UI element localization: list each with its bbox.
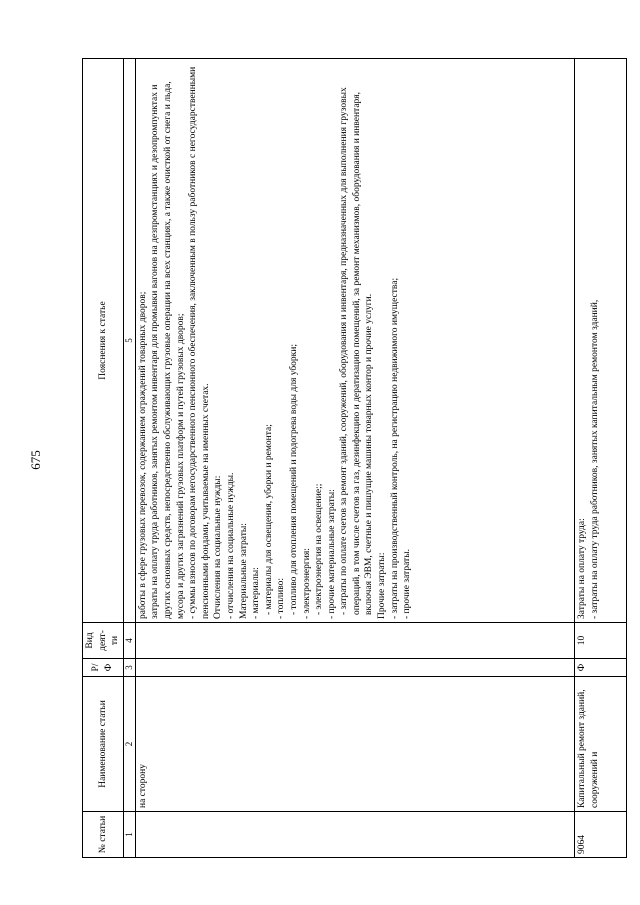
explanation-line: Материальные затраты: xyxy=(238,523,249,619)
column-number-row xyxy=(123,59,135,858)
column-number: 3 xyxy=(123,659,135,677)
explanation-line: - электроэнергия на освещение;; xyxy=(314,483,325,615)
explanation-line: - материалы для освещения, уборки и ремонта; xyxy=(263,424,274,615)
column-number: 4 xyxy=(123,623,135,659)
item-explanation xyxy=(575,59,627,623)
header-rf: Р/ Ф xyxy=(83,659,124,677)
column-number: 5 xyxy=(123,59,135,623)
explanation-line: - прочие затраты. xyxy=(402,549,413,619)
explanation-line: - топливо: xyxy=(276,577,287,619)
header-item-name: Наименование статьи xyxy=(83,677,124,812)
item-activity xyxy=(135,623,574,659)
explanation-line: - затраты по оплате счетов за ремонт зданий, сооружений, оборудования и инвентаря, предназначенных для выполнения грузовых операций, в том числе счетов за газ, дезинфекцию и дератизацию помещений, за ремонт механизмов, оборудования и инвентаря, включая ЭВМ, счетные и пишущие машины товарных контор и прочие услуги. xyxy=(339,87,375,615)
item-name: на сторону xyxy=(135,677,574,812)
item-code xyxy=(135,812,574,858)
header-activity-type: Вид деят-ти xyxy=(83,623,124,659)
header-explanation: Пояснения к статье xyxy=(83,59,124,623)
explanation-line: - прочие материальные затраты: xyxy=(326,489,337,619)
item-code: 9064 xyxy=(575,812,627,858)
explanation-line: Прочие затраты: xyxy=(377,552,388,619)
item-rf: Ф xyxy=(575,659,627,677)
table-row xyxy=(575,59,627,858)
column-number: 2 xyxy=(123,677,135,812)
item-explanation xyxy=(135,59,574,623)
header-item-number: № статьи xyxy=(83,812,124,858)
explanation-line: - материалы: xyxy=(251,567,262,619)
page-number: 675 xyxy=(28,450,43,470)
explanation-line: затраты на оплату труда работников, занятых ремонтом инвентаря для промывки вагонов на дезпромстанциях и дезопромпунктах и других основных средств, непосредственно обслуживающих грузовые операции на всех станциях, а также очисткой от снега и льда, мусора и других загрязнений грузовых платформ и путей грузовых дворов; xyxy=(150,81,186,619)
explanation-line: - затраты на производственный контроль, на регистрацию недвижимого имущества; xyxy=(389,277,400,619)
item-activity: 10 xyxy=(575,623,627,659)
explanation-line: работы в сфере грузовых перевозок, содержанием ограждений товарных дворов; xyxy=(137,291,148,619)
explanation-line: Отчисления на социальные нужды: xyxy=(213,475,224,619)
explanation-line: - суммы взносов по договорам негосударственного пенсионного обеспечения, заключенным в пользу работников с негосударственными пенсионными фондами, учитываемые на именных счетах. xyxy=(188,66,211,619)
explanation-line: - затраты на оплату труда работников, занятых капитальным ремонтом зданий, xyxy=(589,299,600,619)
column-number: 1 xyxy=(123,812,135,858)
table-row xyxy=(135,59,574,858)
explanation-line: - электроэнергия: xyxy=(301,548,312,619)
table-header-row xyxy=(83,59,124,858)
explanation-line: - отчисления на социальные нужды. xyxy=(225,472,236,619)
explanation-line: Затраты на оплату труда: xyxy=(577,518,587,619)
rotated-page xyxy=(82,58,627,858)
explanation-line: - топливо для отопления помещений и подогрева воды для уборки; xyxy=(288,343,299,615)
item-rf xyxy=(135,659,574,677)
cost-items-table xyxy=(82,58,627,858)
item-name: Капитальный ремонт зданий, сооружений и xyxy=(575,677,627,812)
